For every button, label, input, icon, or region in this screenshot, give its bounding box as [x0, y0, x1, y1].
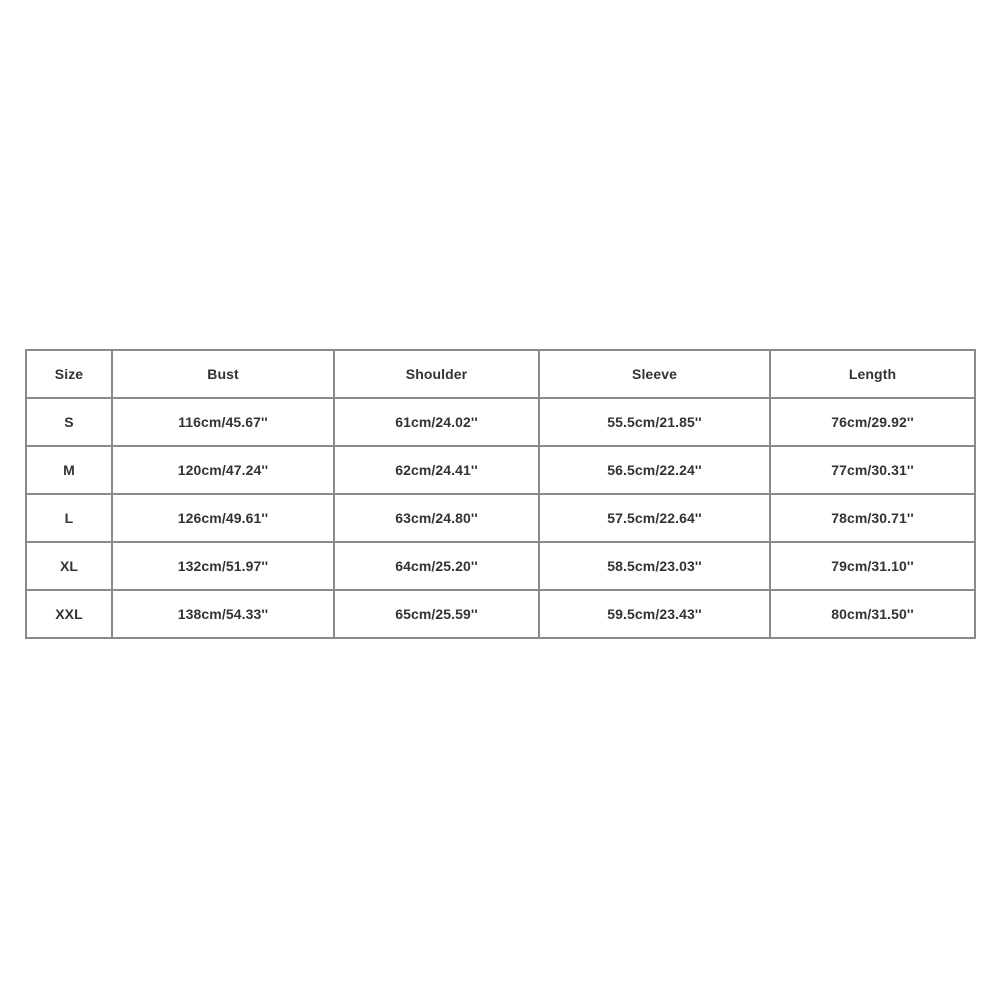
size-cell: XL: [26, 542, 112, 590]
header-shoulder: Shoulder: [334, 350, 539, 398]
shoulder-cell: 64cm/25.20'': [334, 542, 539, 590]
length-cell: 76cm/29.92'': [770, 398, 975, 446]
size-cell: S: [26, 398, 112, 446]
shoulder-cell: 62cm/24.41'': [334, 446, 539, 494]
header-sleeve: Sleeve: [539, 350, 770, 398]
sleeve-cell: 57.5cm/22.64'': [539, 494, 770, 542]
size-cell: L: [26, 494, 112, 542]
length-cell: 79cm/31.10'': [770, 542, 975, 590]
length-cell: 77cm/30.31'': [770, 446, 975, 494]
sleeve-cell: 59.5cm/23.43'': [539, 590, 770, 638]
sleeve-cell: 56.5cm/22.24'': [539, 446, 770, 494]
length-cell: 80cm/31.50'': [770, 590, 975, 638]
bust-cell: 138cm/54.33'': [112, 590, 334, 638]
table-row: [26, 590, 975, 638]
length-cell: 78cm/30.71'': [770, 494, 975, 542]
shoulder-cell: 65cm/25.59'': [334, 590, 539, 638]
header-bust: Bust: [112, 350, 334, 398]
header-length: Length: [770, 350, 975, 398]
bust-cell: 132cm/51.97'': [112, 542, 334, 590]
bust-cell: 120cm/47.24'': [112, 446, 334, 494]
table-row: [26, 542, 975, 590]
size-cell: M: [26, 446, 112, 494]
shoulder-cell: 63cm/24.80'': [334, 494, 539, 542]
table-row: [26, 398, 975, 446]
size-cell: XXL: [26, 590, 112, 638]
table-row: [26, 494, 975, 542]
shoulder-cell: 61cm/24.02'': [334, 398, 539, 446]
table-header-row: [26, 350, 975, 398]
sleeve-cell: 55.5cm/21.85'': [539, 398, 770, 446]
size-chart-table: [25, 349, 976, 639]
bust-cell: 116cm/45.67'': [112, 398, 334, 446]
sleeve-cell: 58.5cm/23.03'': [539, 542, 770, 590]
header-size: Size: [26, 350, 112, 398]
table-row: [26, 446, 975, 494]
bust-cell: 126cm/49.61'': [112, 494, 334, 542]
